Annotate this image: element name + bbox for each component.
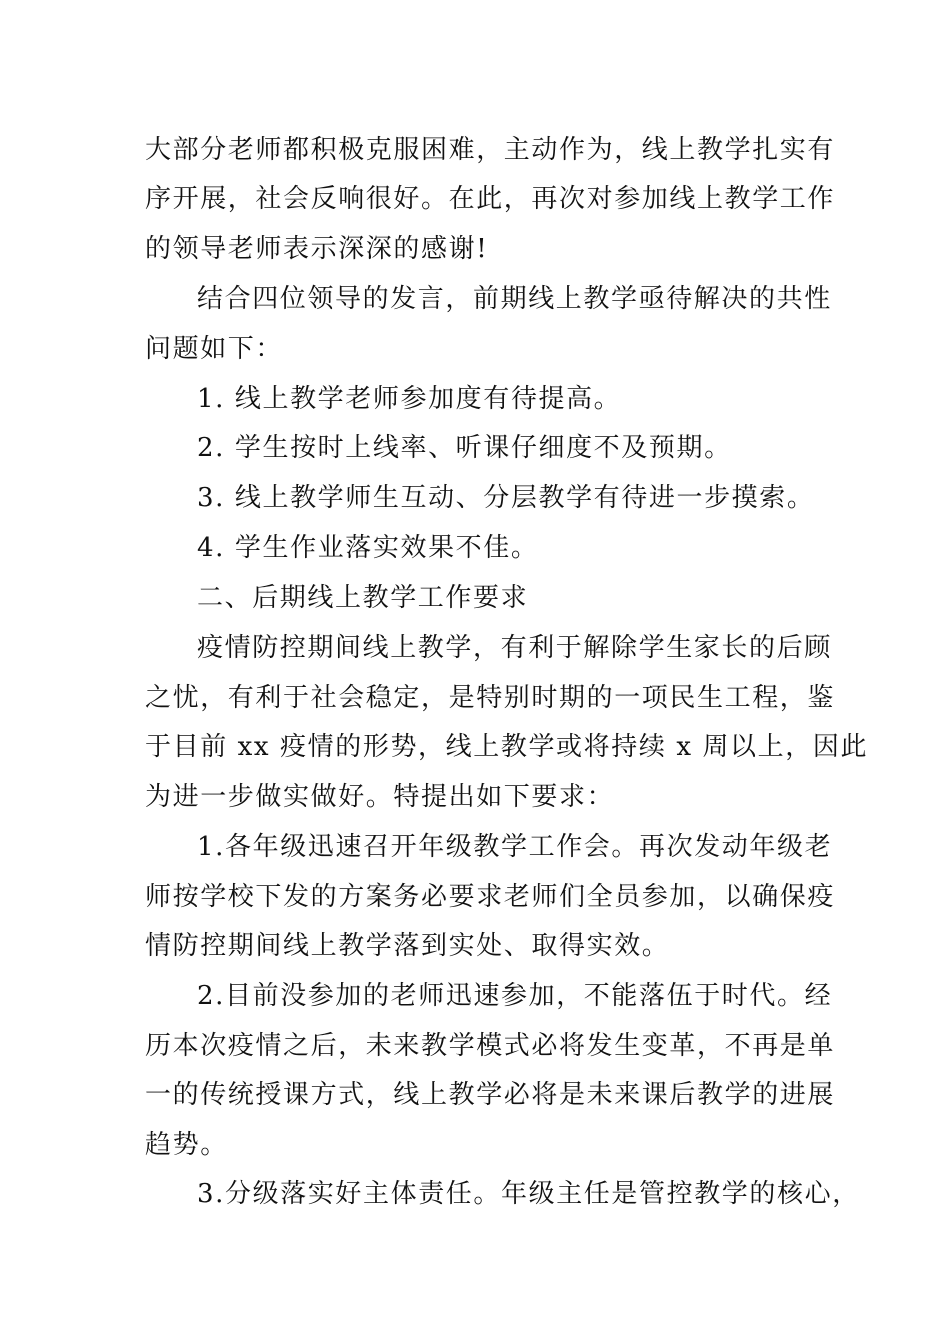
text-line: 之忧，有利于社会稳定，是特别时期的一项民生工程，鉴	[145, 683, 836, 713]
text-line: 趋势。	[145, 1130, 228, 1160]
list-item: 4. 学生作业落实效果不佳。	[197, 533, 539, 563]
list-item: 2. 学生按时上线率、听课仔细度不及预期。	[197, 433, 732, 463]
list-item: 3. 线上教学师生互动、分层教学有待进一步摸索。	[197, 483, 815, 513]
text-line: 3.分级落实好主体责任。年级主任是管控教学的核心，	[197, 1179, 860, 1209]
text-line: 大部分老师都积极克服困难，主动作为，线上教学扎实有	[145, 135, 836, 165]
text-line: 师按学校下发的方案务必要求老师们全员参加，以确保疫	[145, 882, 836, 912]
text-line: 问题如下：	[145, 334, 284, 364]
text-line: 序开展，社会反响很好。在此，再次对参加线上教学工作	[145, 184, 836, 214]
text-line: 一的传统授课方式，线上教学必将是未来课后教学的进展	[145, 1080, 836, 1110]
text-line: 于目前 xx 疫情的形势，线上教学或将持续 x 周以上，因此	[145, 732, 869, 762]
text-line: 疫情防控期间线上教学，有利于解除学生家长的后顾	[197, 633, 832, 663]
text-line: 的领导老师表示深深的感谢!	[145, 234, 489, 264]
text-line: 为进一步做实做好。特提出如下要求：	[145, 782, 615, 812]
list-item: 1. 线上教学老师参加度有待提高。	[197, 384, 622, 414]
section-heading: 二、后期线上教学工作要求	[197, 583, 529, 613]
text-line: 2.目前没参加的老师迅速参加，不能落伍于时代。经	[197, 981, 833, 1011]
text-line: 历本次疫情之后，未来教学模式必将发生变革，不再是单	[145, 1031, 836, 1061]
text-line: 结合四位领导的发言，前期线上教学亟待解决的共性	[197, 284, 832, 314]
text-line: 情防控期间线上教学落到实处、取得实效。	[145, 931, 670, 961]
text-line: 1.各年级迅速召开年级教学工作会。再次发动年级老	[197, 832, 833, 862]
